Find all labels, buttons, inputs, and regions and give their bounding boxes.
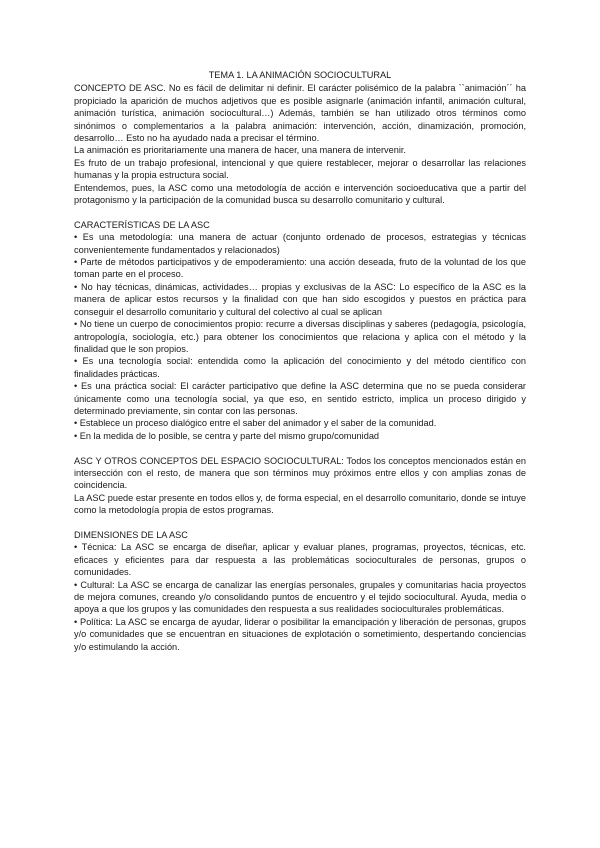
caracteristica-item: • En la medida de lo posible, se centra y parte del mismo grupo/comunidad bbox=[74, 430, 380, 441]
concepto-paragraph: La animación es prioritariamente una manera de hacer, una manera de intervenir. bbox=[74, 145, 406, 156]
caracteristica-item: • Es una tecnología social: entendida como la aplicación del conocimiento y del método científico con finalidades prácticas. bbox=[74, 356, 526, 379]
dimension-item: • Técnica: La ASC se encarga de diseñar, aplicar y evaluar planes, programas, proyectos, técnicas, etc. eficaces y eficientes para dar respuesta a las problemáticas socioculturales de personas, grupos o comunidades. bbox=[74, 542, 526, 578]
section-gap bbox=[74, 442, 526, 454]
dimension-item: • Cultural: La ASC se encarga de canalizar las energías personales, grupales y comunitarias hacia proyectos de mejora comunes, creando y/o consolidando puntos de encuentro y el tejido sociocultural. Ayuda, media o apoya a que los grupos y las comunidades den respuesta a sus realidades socioculturales problemáticas. bbox=[74, 579, 526, 615]
dimensiones-section bbox=[74, 529, 526, 653]
caracteristica-item: • Es una práctica social: El carácter participativo que define la ASC determina que no se pueda considerar únicamente como una tecnología social, ya que eso, en sentido estricto, implica un proceso dirigido y determinado previamente, sin contar con las personas. bbox=[74, 381, 526, 416]
section-gap bbox=[74, 206, 526, 218]
otros-conceptos-section bbox=[74, 455, 526, 517]
caracteristica-item: • No tiene un cuerpo de conocimientos propio: recurre a diversas disciplinas y saberes (pedagogía, psicología, antropología, sociología, etc.) para obtener los conocimientos que relaciona y aplica con el método y la finalidad que le son propios. bbox=[74, 319, 526, 354]
caracteristica-item: • Es una metodología: una manera de actuar (conjunto ordenado de procesos, estrategias y técnicas convenientemente fundamentados y relacionados) bbox=[74, 232, 526, 255]
document-title: TEMA 1. LA ANIMACIÓN SOCIOCULTURAL bbox=[208, 70, 392, 80]
dimensiones-heading: DIMENSIONES DE LA ASC bbox=[74, 529, 188, 540]
caracteristicas-heading: CARACTERÍSTICAS DE LA ASC bbox=[74, 219, 210, 230]
caracteristica-item: • Parte de métodos participativos y de empoderamiento: una acción deseada, fruto de la voluntad de los que toman parte en el proceso. bbox=[74, 257, 526, 280]
concepto-section bbox=[74, 82, 526, 206]
otros-conceptos-paragraph: ASC Y OTROS CONCEPTOS DEL ESPACIO SOCIOCULTURAL: Todos los conceptos mencionados están en intersección con el resto, de manera que son términos muy próximos entre ellos y con amplias zonas de coincidencia. bbox=[74, 455, 526, 491]
section-gap bbox=[74, 517, 526, 529]
concepto-paragraph: Es fruto de un trabajo profesional, intencional y que quiere restablecer, mejorar o desarrollar las relaciones humanas y la propia estructura social. bbox=[74, 157, 526, 181]
caracteristica-item: • No hay técnicas, dinámicas, actividades… propias y exclusivas de la ASC: Lo específico de la ASC es la manera de aplicar estos recursos y la finalidad con que han sido escogidos y puestos en práctica para conseguir el desarrollo comunitario y cultural del colectivo al cual se aplican bbox=[74, 281, 526, 317]
caracteristicas-section bbox=[74, 219, 526, 442]
otros-conceptos-paragraph: La ASC puede estar presente en todos ellos y, de forma especial, en el desarrollo comunitario, donde se intuye como la metodología propia de estos programas. bbox=[74, 492, 526, 516]
dimension-item: • Política: La ASC se encarga de ayudar, liderar o posibilitar la emancipación y liberación de personas, grupos y/o comunidades que se encuentran en situaciones de explotación o sometimiento, despertando conciencias y/o estimulando la acción. bbox=[74, 616, 526, 652]
concepto-paragraph: Entendemos, pues, la ASC como una metodología de acción e intervención socioeducativa que a partir del protagonismo y la participación de la comunidad busca su desarrollo comunitario y cultural. bbox=[74, 182, 526, 206]
concepto-paragraph: CONCEPTO DE ASC. No es fácil de delimitar ni definir. El carácter polisémico de la palabra ``animación´´ ha propiciado la aparición de muchos adjetivos que es posible asignarle (animación infantil, animación cultural, animación turística, animación sociocultural…) Además, también se han utilizado otros términos como sinónimos o complementarios a la palabra animación: intervención, acción, dinamización, promoción, desarrollo… Esto no ha ayudado nada a precisar el término. bbox=[74, 83, 526, 144]
caracteristica-item: • Establece un proceso dialógico entre el saber del animador y el saber de la comunidad. bbox=[74, 418, 437, 429]
